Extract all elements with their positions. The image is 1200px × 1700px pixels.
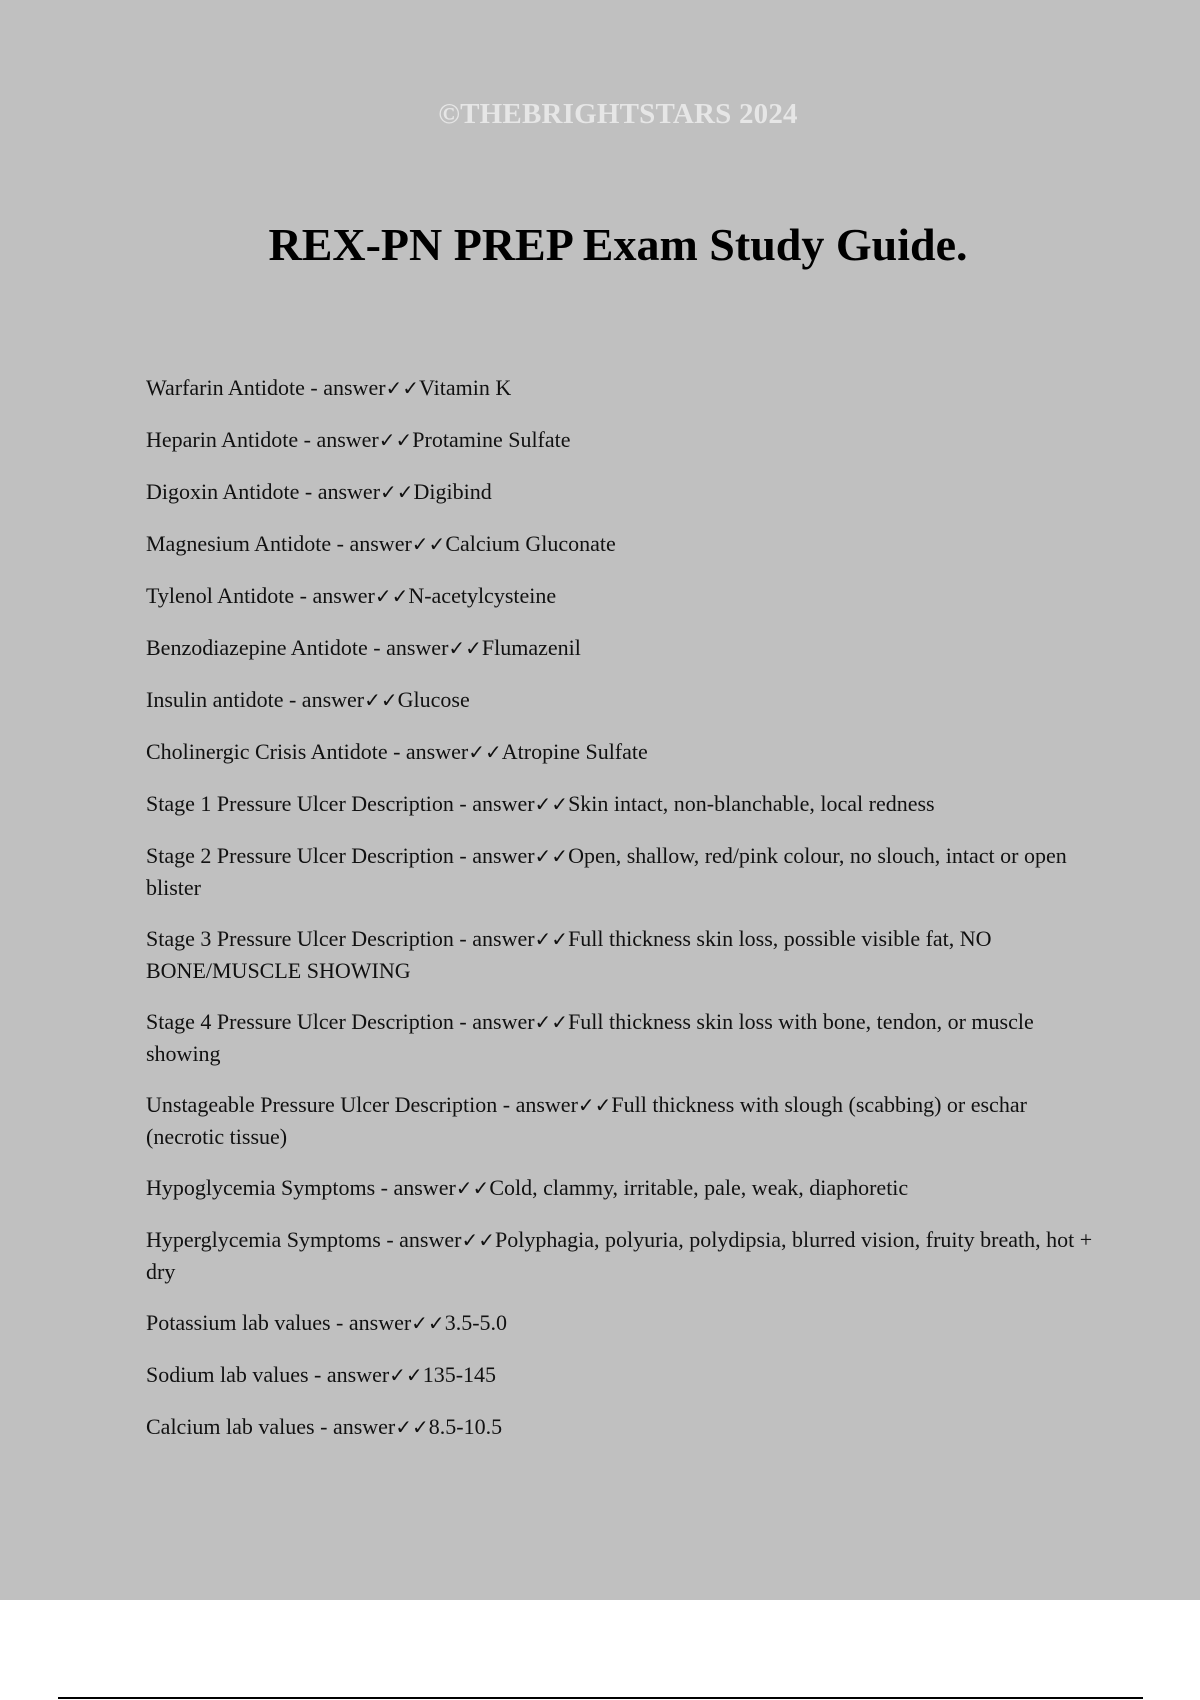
- item-answer: Digibind: [413, 479, 492, 504]
- double-check-icon: ✓✓: [380, 480, 414, 504]
- item-answer: Flumazenil: [481, 635, 581, 660]
- item-answer: 135-145: [422, 1362, 497, 1387]
- item-term: Stage 4 Pressure Ulcer Description - answer: [146, 1009, 535, 1034]
- list-item: [146, 684, 1096, 716]
- double-check-icon: ✓✓: [448, 636, 482, 660]
- double-check-icon: ✓✓: [395, 1415, 429, 1439]
- double-check-icon: ✓✓: [385, 376, 420, 400]
- item-answer: Full thickness with slough (scabbing) or eschar (necrotic tissue): [146, 1092, 1027, 1149]
- list-item: [146, 476, 1096, 508]
- double-check-icon: ✓✓: [534, 927, 569, 951]
- item-term: Benzodiazepine Antidote - answer: [146, 635, 449, 660]
- list-item: [146, 580, 1096, 612]
- item-term: Stage 1 Pressure Ulcer Description - answer: [146, 791, 535, 816]
- list-item: [146, 632, 1096, 664]
- item-term: Magnesium Antidote - answer: [146, 531, 412, 556]
- double-check-icon: ✓✓: [374, 584, 409, 608]
- item-answer: Skin intact, non-blanchable, local redness: [568, 791, 935, 816]
- item-answer: Glucose: [397, 687, 470, 712]
- item-term: Heparin Antidote - answer: [146, 427, 379, 452]
- double-check-icon: ✓✓: [534, 1010, 569, 1034]
- item-term: Unstageable Pressure Ulcer Description - answer: [146, 1092, 578, 1117]
- item-term: Warfarin Antidote - answer: [146, 375, 386, 400]
- list-item: [146, 840, 1096, 903]
- item-answer: Full thickness skin loss with bone, tendon, or muscle showing: [146, 1009, 1034, 1066]
- double-check-icon: ✓✓: [378, 428, 413, 452]
- item-answer: Full thickness skin loss, possible visible fat, NO BONE/MUSCLE SHOWING: [146, 926, 992, 983]
- list-item: [146, 923, 1096, 986]
- item-answer: Polyphagia, polyuria, polydipsia, blurred vision, fruity breath, hot + dry: [146, 1227, 1093, 1284]
- double-check-icon: ✓✓: [411, 532, 446, 556]
- list-item: [146, 788, 1096, 820]
- double-check-icon: ✓✓: [455, 1176, 490, 1200]
- page-title: REX-PN PREP Exam Study Guide.: [268, 219, 968, 270]
- double-check-icon: ✓✓: [364, 688, 398, 712]
- list-item: [146, 1224, 1096, 1287]
- list-item: [146, 424, 1096, 456]
- double-check-icon: ✓✓: [534, 844, 569, 868]
- flashcard-list: [146, 372, 1096, 1463]
- double-check-icon: ✓✓: [468, 740, 502, 764]
- item-term: Hyperglycemia Symptoms - answer: [146, 1227, 462, 1252]
- item-answer: Atropine Sulfate: [501, 739, 648, 764]
- footer-divider: [58, 1697, 1143, 1699]
- item-answer: Open, shallow, red/pink colour, no slouch, intact or open blister: [146, 843, 1067, 900]
- item-term: Digoxin Antidote - answer: [146, 479, 381, 504]
- double-check-icon: ✓✓: [411, 1311, 445, 1335]
- item-answer: Protamine Sulfate: [412, 427, 571, 452]
- double-check-icon: ✓✓: [577, 1093, 612, 1117]
- list-item: [146, 528, 1096, 560]
- item-term: Tylenol Antidote - answer: [146, 583, 375, 608]
- item-term: Stage 2 Pressure Ulcer Description - answer: [146, 843, 535, 868]
- double-check-icon: ✓✓: [389, 1363, 423, 1387]
- item-term: Insulin antidote - answer: [146, 687, 365, 712]
- double-check-icon: ✓✓: [461, 1228, 495, 1252]
- item-answer: 8.5-10.5: [428, 1414, 503, 1439]
- item-term: Potassium lab values - answer: [146, 1310, 412, 1335]
- item-answer: Vitamin K: [419, 375, 512, 400]
- list-item: [146, 1359, 1096, 1391]
- list-item: [146, 372, 1096, 404]
- list-item: [146, 736, 1096, 768]
- list-item: [146, 1006, 1096, 1069]
- item-term: Calcium lab values - answer: [146, 1414, 396, 1439]
- list-item: [146, 1172, 1096, 1204]
- item-answer: N-acetylcysteine: [408, 583, 557, 608]
- item-term: Stage 3 Pressure Ulcer Description - answer: [146, 926, 535, 951]
- item-answer: 3.5-5.0: [444, 1310, 508, 1335]
- item-term: Cholinergic Crisis Antidote - answer: [146, 739, 469, 764]
- item-term: Sodium lab values - answer: [146, 1362, 390, 1387]
- item-answer: Cold, clammy, irritable, pale, weak, diaphoretic: [489, 1175, 909, 1200]
- item-term: Hypoglycemia Symptoms - answer: [146, 1175, 456, 1200]
- copyright-watermark: ©THEBRIGHTSTARS 2024: [438, 98, 798, 130]
- list-item: [146, 1411, 1096, 1443]
- double-check-icon: ✓✓: [534, 792, 569, 816]
- list-item: [146, 1307, 1096, 1339]
- item-answer: Calcium Gluconate: [445, 531, 616, 556]
- list-item: [146, 1089, 1096, 1152]
